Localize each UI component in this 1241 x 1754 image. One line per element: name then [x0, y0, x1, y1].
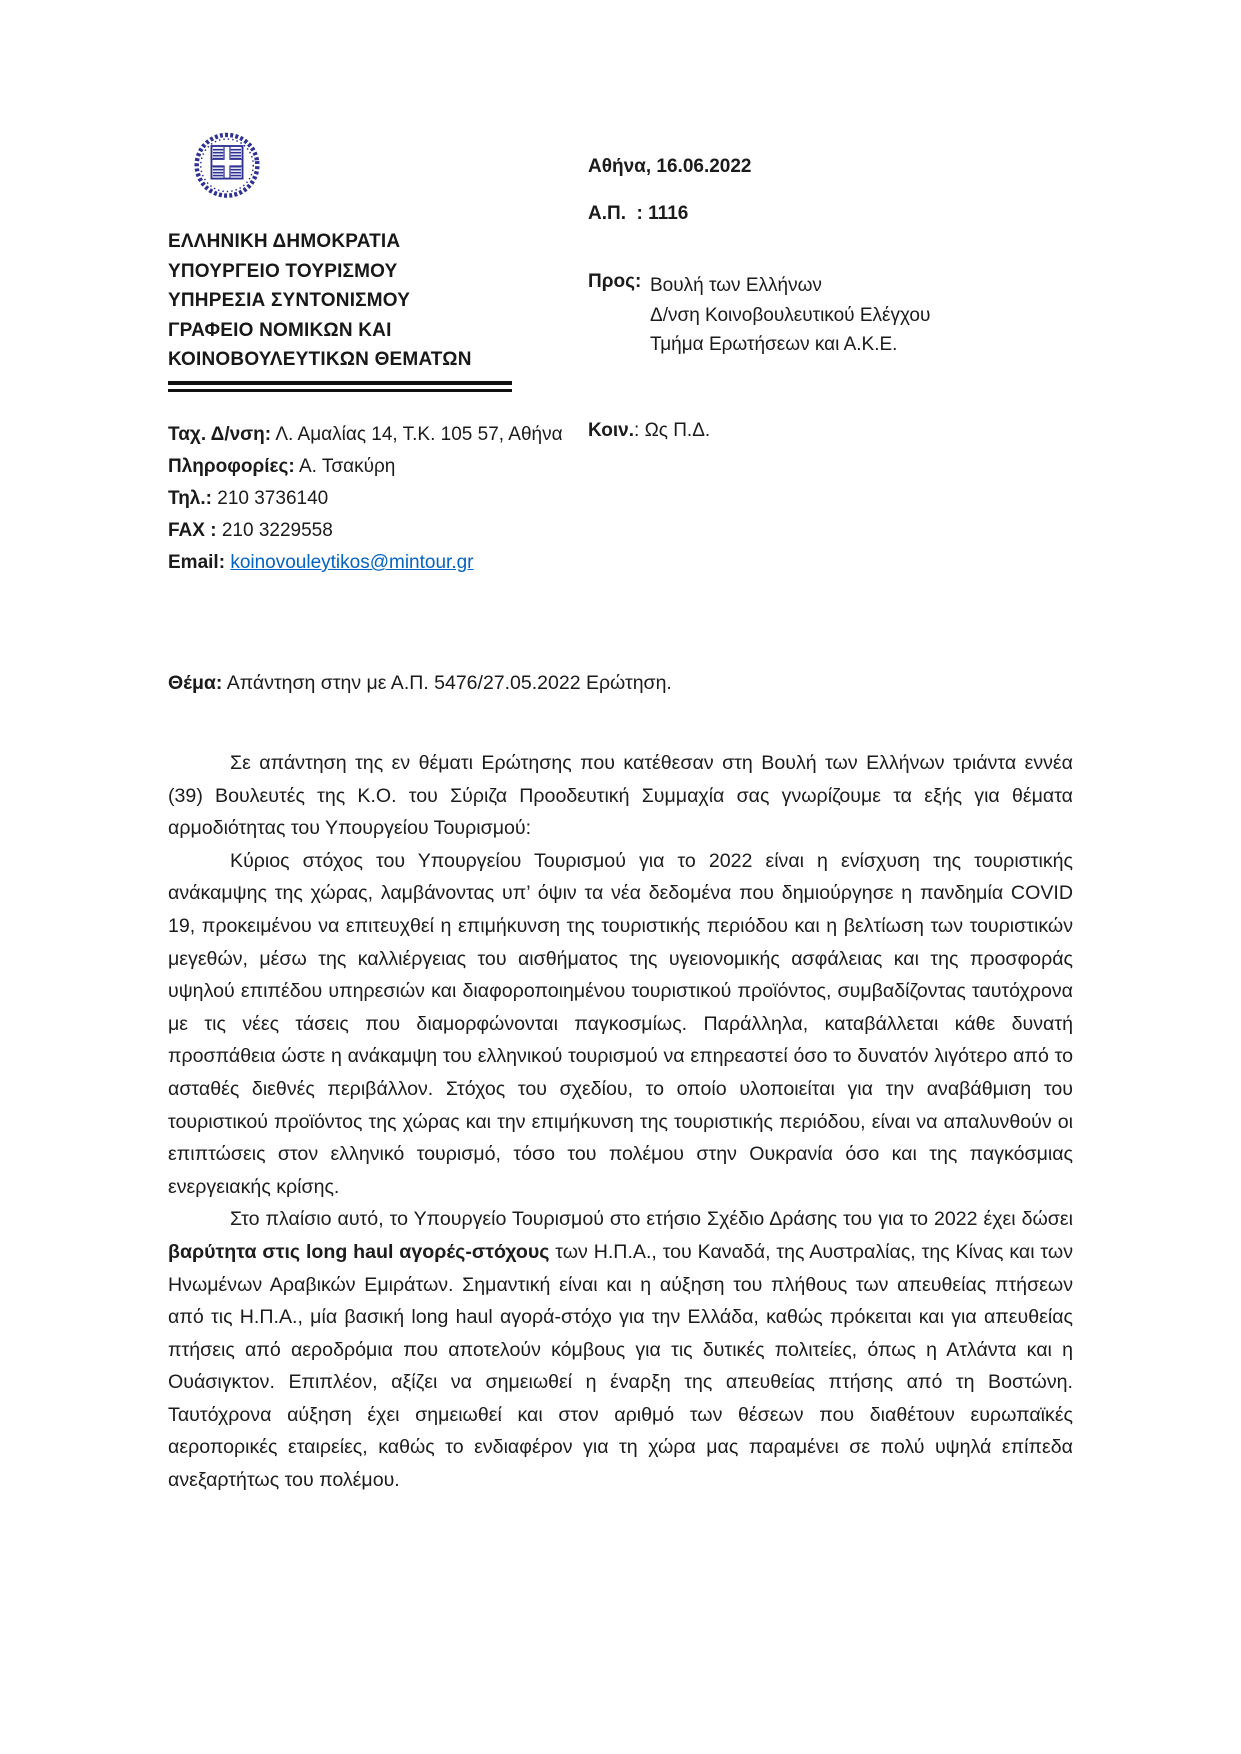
- body-paragraph-3: [168, 1203, 1073, 1496]
- contact-row-fax: [168, 515, 608, 547]
- org-line-office-1: ΓΡΑΦΕΙΟ ΝΟΜΙΚΩΝ ΚΑΙ: [168, 319, 392, 341]
- recipient-lines: [650, 271, 930, 360]
- contact-row-email: [168, 547, 608, 579]
- recipient-line-directorate: Δ/νση Κοινοβουλευτικού Ελέγχου: [650, 304, 931, 326]
- to-label: Προς:: [588, 271, 642, 292]
- recipient-line-parliament: Βουλή των Ελλήνων: [650, 275, 822, 296]
- info-label: Πληροφορίες:: [168, 456, 295, 477]
- body-paragraph-2: Κύριος στόχος του Υπουργείου Τουρισμού για το 2022 είναι η ενίσχυση της τουριστικής ανάκαμψης της χώρας, λαμβάνοντας υπ’ όψιν τα νέα δεδομένα που δημιούργησε η πανδημία COVID 19, προκειμένου να επιτευχθεί η επιμήκυνση της τουριστικής περιόδου και η βελτίωση των τουριστικών μεγεθών, μέσω της καλλιέργειας του αισθήματος της υγειονομικής ασφάλειας και της προσφοράς υψηλού επιπέδου υπηρεσιών και διαφοροποιημένου τουριστικού προϊόντος, συμβαδίζοντας ταυτόχρονα με τις νέες τάσεις που διαμορφώνονται παγκοσμίως. Παράλληλα, καταβάλλεται κάθε δυνατή προσπάθεια ώστε η ανάκαμψη του ελληνικού τουρισμού να επηρεαστεί όσο το δυνατόν λιγότερο από το ασταθές διεθνές περιβάλλον. Στόχος του σχεδίου, το οποίο υλοποιείται για την αναβάθμιση του τουριστικού προϊόντος της χώρας και την επιμήκυνση της τουριστικής περιόδου, είναι να απαλυνθούν οι επιπτώσεις στον ελληνικό τουρισμό, τόσο του πολέμου στην Ουκρανία όσο και της παγκόσμιας ενεργειακής κρίσης.: [168, 849, 1073, 1198]
- subject-label: Θέμα:: [168, 672, 223, 694]
- info-value: Α. Τσακύρη: [294, 456, 396, 477]
- org-line-ministry: ΥΠΟΥΡΓΕΙΟ ΤΟΥΡΙΣΜΟΥ: [168, 260, 398, 282]
- letter-body: [168, 747, 1073, 1497]
- recipient-block: [588, 271, 1088, 360]
- coat-of-arms-icon: [190, 126, 264, 206]
- issuing-authority-block: [168, 227, 598, 375]
- phone-label: Τηλ.:: [168, 488, 212, 509]
- contact-block: [168, 419, 608, 579]
- fax-value: 210 3229558: [216, 520, 333, 541]
- header-divider: [168, 381, 512, 392]
- org-line-republic: ΕΛΛΗΝΙΚΗ ΔΗΜΟΚΡΑΤΙΑ: [168, 231, 401, 252]
- org-line-service: ΥΠΗΡΕΣΙΑ ΣΥΝΤΟΝΙΣΜΟΥ: [168, 290, 411, 311]
- cc-label: Κοιν.: [588, 420, 635, 441]
- address-label: Ταχ. Δ/νση:: [168, 424, 272, 445]
- address-value: Λ. Αμαλίας 14, Τ.Κ. 105 57, Αθήνα: [271, 424, 563, 445]
- fax-label: FAX :: [168, 520, 217, 541]
- recipient-line-department: Τμήμα Ερωτήσεων και Α.Κ.Ε.: [650, 334, 898, 355]
- subject-line: [168, 672, 1073, 695]
- email-label: Email:: [168, 552, 226, 573]
- body-paragraph-1: Σε απάντηση της εν θέματι Ερώτησης που κατέθεσαν στη Βουλή των Ελλήνων τριάντα εννέα (39) Βουλευτές της Κ.Ο. του Σύριζα Προοδευτική Συμμαχία σας γνωρίζουμε τα εξής για θέματα αρμοδιότητας του Υπουργείου Τουρισμού:: [168, 752, 1073, 840]
- cc-value: : Ως Π.Δ.: [634, 420, 711, 441]
- phone-value: 210 3736140: [211, 488, 329, 509]
- date-line: Αθήνα, 16.06.2022: [588, 156, 752, 177]
- org-line-office-2: ΚΟΙΝΟΒΟΥΛΕΥΤΙΚΩΝ ΘΕΜΑΤΩΝ: [168, 349, 472, 370]
- email-link[interactable]: koinovouleytikos@mintour.gr: [230, 552, 474, 573]
- contact-row-info: [168, 451, 608, 483]
- body-paragraph-3-start: Στο πλαίσιο αυτό, το Υπουργείο Τουρισμού στο ετήσιο Σχέδιο Δράσης του για το 2022 έχει δώσει: [230, 1208, 1073, 1231]
- contact-row-address: [168, 419, 608, 451]
- body-paragraph-3-bold: βαρύτητα στις long haul αγορές-στόχους: [168, 1240, 550, 1263]
- body-paragraph-3-end: των Η.Π.Α., του Καναδά, της Αυστραλίας, της Κίνας και των Ηνωμένων Αραβικών Εμιράτων. Σημαντική είναι και η αύξηση του πλήθους των απευθείας πτήσεων από τις Η.Π.Α., μία βασική long haul αγορά-στόχο για την Ελλάδα, καθώς πρόκειται και για απευθείας πτήσεις από αεροδρόμια που αποτελούν κόμβους για τις δυτικές πολιτείες, όπως η Ατλάντα και η Ουάσιγκτον. Επιπλέον, αξίζει να σημειωθεί η έναρξη της απευθείας πτήσης από τη Βοστώνη. Ταυτόχρονα αύξηση έχει σημειωθεί και στον αριθμό των θέσεων που διαθέτουν ευρωπαϊκές αεροπορικές εταιρείες, καθώς το ενδιαφέρον για τη χώρα μας παραμένει σε πολύ υψηλά επίπεδα ανεξαρτήτως του πολέμου.: [168, 1240, 1073, 1492]
- subject-text: Απάντηση στην με Α.Π. 5476/27.05.2022 Ερώτηση.: [222, 672, 672, 694]
- greek-coat-of-arms-logo: [190, 126, 264, 206]
- contact-row-phone: [168, 483, 608, 515]
- protocol-number: Α.Π. : 1116: [588, 203, 689, 224]
- letter-meta-block: [588, 156, 1088, 360]
